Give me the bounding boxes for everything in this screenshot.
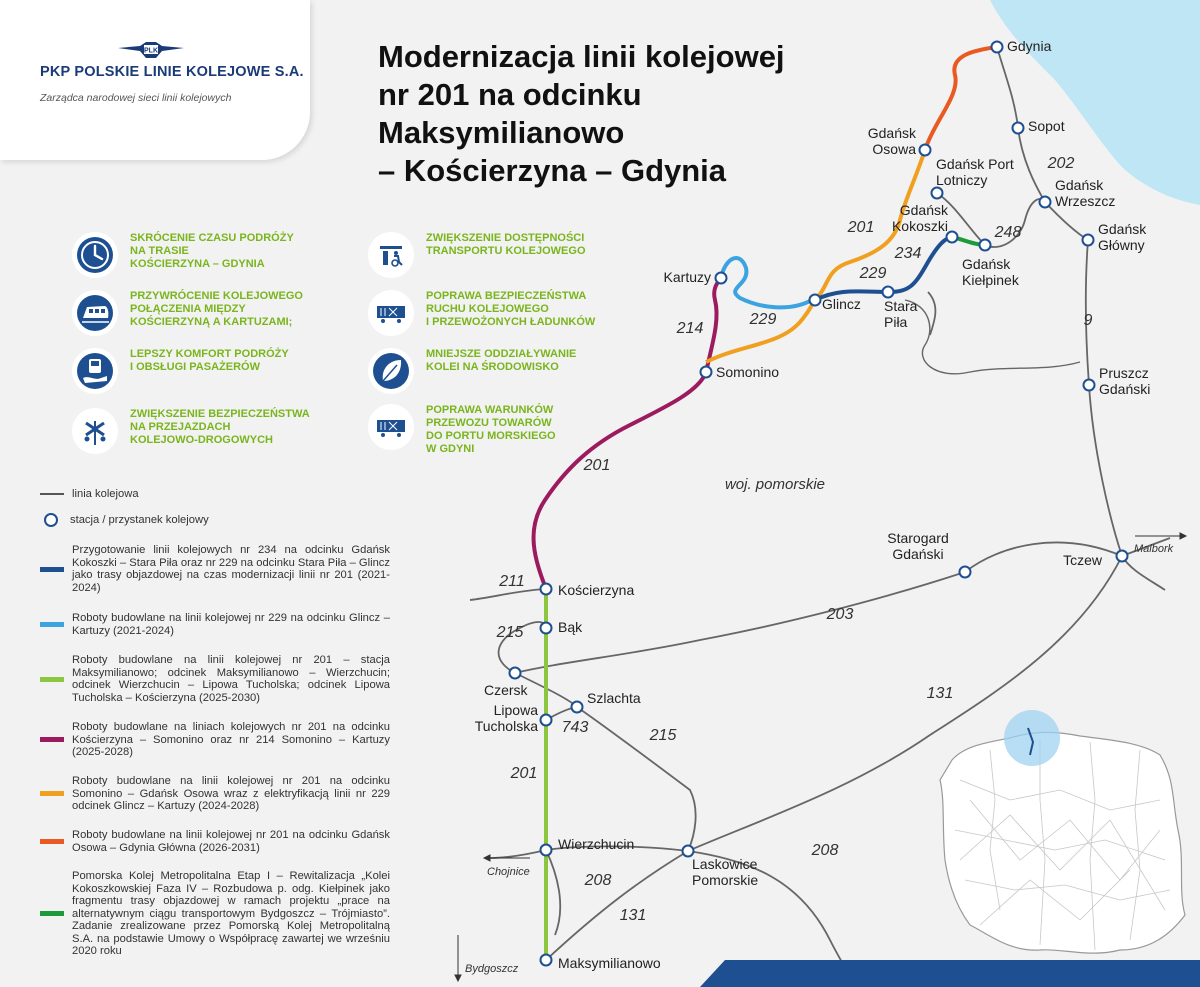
station-label: Gdynia <box>1007 38 1052 54</box>
region-label: woj. pomorskie <box>724 476 826 493</box>
legend-item <box>40 870 390 958</box>
benefit-label: PRZYWRÓCENIE KOLEJOWEGO POŁĄCZENIA MIĘDZY KOŚCIERZYNĄ A KARTUZAMI; <box>130 290 303 328</box>
line-number-label: 211 <box>499 573 525 590</box>
legend-station <box>40 513 388 527</box>
bottom-band <box>700 960 1200 987</box>
station-marker <box>883 287 894 298</box>
station-label: Gdańsk Wrzeszcz <box>1055 177 1116 209</box>
title-line: Maksymilianowo <box>378 115 625 150</box>
legend-swatch <box>40 567 64 572</box>
station-marker <box>572 702 583 713</box>
station-label: Gdańsk Kiełpinek <box>962 256 1019 288</box>
legend-swatch <box>40 839 64 844</box>
benefit-safety <box>368 290 626 336</box>
station-label: Gdańsk Osowa <box>867 125 916 157</box>
line-number-label: 215 <box>496 624 524 641</box>
station-marker <box>716 273 727 284</box>
plk-logo-icon <box>116 40 186 62</box>
direction-bydgoszcz: Bydgoszcz <box>465 963 519 975</box>
passenger-care-icon <box>72 348 118 394</box>
station-marker <box>701 367 712 378</box>
benefit-comfort <box>72 348 330 394</box>
line-number-label: 234 <box>894 245 922 262</box>
station-label: Pruszcz Gdański <box>1099 365 1151 397</box>
station-label: Laskowice Pomorskie <box>692 856 759 888</box>
logo-box <box>0 0 310 160</box>
station-label: Czersk <box>484 682 528 698</box>
station-marker <box>510 668 521 679</box>
legend-text: Roboty budowlane na linii kolejowej nr 201 – stacja Maksymilianowo; odcinek Maksymilianowo – Wierzchucin; odcinek Wierzchucin – Lipowa Tucholska; odcinek Lipowa Tucholska – Kościerzyna (2025-2030) <box>72 654 390 704</box>
station-circle-icon <box>44 513 58 527</box>
benefit-kartuzy-connection <box>72 290 330 336</box>
station-label: Somonino <box>716 364 780 380</box>
line-number-label: 131 <box>619 907 647 924</box>
station-label: Stara Piła <box>884 298 918 330</box>
station-marker <box>541 955 552 966</box>
line-number-label: 229 <box>859 265 887 282</box>
station-marker <box>541 715 552 726</box>
benefit-label: LEPSZY KOMFORT PODRÓŻY I OBSŁUGI PASAŻERÓW <box>130 348 289 373</box>
station-label: Kartuzy <box>663 269 711 285</box>
station-label: Wierzchucin <box>558 836 635 852</box>
benefit-freight-port <box>368 404 576 456</box>
benefit-environment <box>368 348 626 394</box>
benefit-label: SKRÓCENIE CZASU PODRÓŻY NA TRASIE KOŚCIERZYNA – GDYNIA <box>130 232 294 270</box>
station-marker <box>1117 551 1128 562</box>
benefit-accessibility <box>368 232 626 278</box>
level-crossing-icon <box>72 408 118 454</box>
station-label: Maksymilianowo <box>558 955 661 971</box>
legend-swatch <box>40 677 64 682</box>
line-number-label: 201 <box>510 765 538 782</box>
clock-icon <box>72 232 118 278</box>
station-label: Kościerzyna <box>558 582 635 598</box>
station-marker <box>541 623 552 634</box>
station-marker <box>683 846 694 857</box>
page-title <box>378 38 898 190</box>
legend-item <box>40 544 390 594</box>
station-label: Gdańsk Port Lotniczy <box>936 156 1014 188</box>
station-marker <box>541 584 552 595</box>
station-label: Szlachta <box>587 690 641 706</box>
legend-railway-line <box>40 488 390 501</box>
station-marker <box>1083 235 1094 246</box>
line-number-label: 9 <box>1083 312 1093 329</box>
benefit-label: POPRAWA BEZPIECZEŃSTWA RUCHU KOLEJOWEGO I PRZEWOŻONYCH ŁADUNKÓW <box>426 290 596 328</box>
station-label: Bąk <box>558 619 583 635</box>
legend-line-swatch <box>40 493 64 495</box>
station-marker <box>920 145 931 156</box>
line-number-label: 214 <box>676 320 704 337</box>
line-number-label: 743 <box>561 719 589 736</box>
station-label: Sopot <box>1028 118 1065 134</box>
legend-text: Roboty budowlane na linii kolejowej nr 201 na odcinku Somonino – Gdańsk Osowa wraz z elektryfikacją linii nr 229 odcinek Glincz – Kartuzy (2024-2028) <box>72 775 390 812</box>
line-number-label: 201 <box>583 457 611 474</box>
direction-chojnice: Chojnice <box>487 866 530 878</box>
company-tagline: Zarządca narodowej sieci linii kolejowych <box>40 92 232 104</box>
line-number-label: 229 <box>749 311 777 328</box>
legend-text: Roboty budowlane na linii kolejowej nr 201 na odcinku Gdańsk Osowa – Gdynia Główna (2026-2031) <box>72 829 390 854</box>
line-229-kartuzy-glincz <box>721 258 812 307</box>
benefit-label: ZWIĘKSZENIE BEZPIECZEŃSTWA NA PRZEJAZDACH KOLEJOWO-DROGOWYCH <box>130 408 310 446</box>
station-marker <box>810 295 821 306</box>
legend-swatch <box>40 622 64 627</box>
station-label: Lipowa Tucholska <box>474 702 538 734</box>
legend-item <box>40 654 390 704</box>
line-number-label: 203 <box>826 606 854 623</box>
logo-mark-text: PLK <box>144 47 158 55</box>
station-label: Gdańsk Kokoszki <box>891 202 948 234</box>
sea-area <box>990 0 1200 205</box>
station-label: Tczew <box>1063 552 1102 568</box>
legend-swatch <box>40 737 64 742</box>
line-number-label: 208 <box>584 872 612 889</box>
leaf-icon <box>368 348 414 394</box>
benefit-label: ZWIĘKSZENIE DOSTĘPNOŚCI TRANSPORTU KOLEJOWEGO <box>426 232 586 257</box>
station-marker <box>541 845 552 856</box>
station-marker <box>947 232 958 243</box>
legend-swatch <box>40 911 64 916</box>
station-marker <box>992 42 1003 53</box>
station-label: Glincz <box>822 296 861 312</box>
poland-inset <box>940 710 1185 953</box>
legend-text: Przygotowanie linii kolejowych nr 234 na odcinku Gdańsk Kokoszki – Stara Piła oraz nr 229 na odcinku Stara Piła – Glincz jako trasy objazdowej na czas modernizacji linii nr 201 (2021-2024) <box>72 544 390 594</box>
voivodeship-border <box>905 300 1080 374</box>
station-marker <box>932 188 943 199</box>
line-number-label: 215 <box>649 727 677 744</box>
company-name: PKP POLSKIE LINIE KOLEJOWE S.A. <box>40 64 304 80</box>
benefit-travel-time <box>72 232 330 278</box>
title-line: nr 201 na odcinku <box>378 77 642 112</box>
station-label: Starogard Gdański <box>887 530 949 562</box>
legend-text: Roboty budowlane na linii kolejowej nr 229 na odcinku Glincz – Kartuzy (2021-2024) <box>72 612 390 637</box>
legend-item <box>40 721 390 759</box>
line-number-label: 208 <box>811 842 839 859</box>
legend-text: Roboty budowlane na liniach kolejowych nr 201 na odcinku Kościerzyna – Somonino oraz nr 214 Somonino – Kartuzy (2025-2028) <box>72 721 390 758</box>
legend-item <box>40 612 390 637</box>
line-number-label: 201 <box>847 219 875 236</box>
line-number-label: 202 <box>1047 155 1075 172</box>
legend-swatch <box>40 791 64 796</box>
freight-wagon-icon <box>368 290 414 336</box>
legend-item <box>40 775 390 813</box>
line-201-osowa-gdynia <box>925 47 997 150</box>
station-marker <box>1040 197 1051 208</box>
benefit-label: MNIEJSZE ODDZIAŁYWANIE KOLEI NA ŚRODOWISKO <box>426 348 577 373</box>
legend-text: stacja / przystanek kolejowy <box>70 513 209 526</box>
title-line: – Kościerzyna – Gdynia <box>378 153 727 188</box>
benefit-label: POPRAWA WARUNKÓW PRZEWOZU TOWARÓW DO PORTU MORSKIEGO W GDYNI <box>426 404 556 455</box>
line-orange-somonino-glincz <box>706 300 815 362</box>
direction-malbork: Malbork <box>1134 543 1174 555</box>
line-number-label: 248 <box>994 224 1022 241</box>
station-marker <box>960 567 971 578</box>
legend-text: Pomorska Kolej Metropolitalna Etap I – Rewitalizacja „Kolei Kokoszkowskiej Faza IV – Rozbudowa p. odg. Kiełpinek jako fragmentu trasy objazdowej w ramach projektu „prace na alternatywnym ciągu transportowym Bydgoszcz – Trójmiasto”. Zadanie zrealizowane przez Pomorską Kolej Metropolitalną S.A. na podstawie Umowy o Współpracę zawartej we wrześniu 2020 roku <box>72 870 390 957</box>
station-marker <box>1084 380 1095 391</box>
station-marker <box>980 240 991 251</box>
freight-wagon-icon <box>368 404 414 450</box>
benefit-crossings <box>72 408 330 454</box>
accessibility-icon <box>368 232 414 278</box>
station-label: Gdańsk Główny <box>1098 221 1147 253</box>
train-icon <box>72 290 118 336</box>
station-marker <box>1013 123 1024 134</box>
legend-text: linia kolejowa <box>72 488 139 500</box>
title-line: Modernizacja linii kolejowej <box>378 39 785 74</box>
line-number-label: 131 <box>926 685 954 702</box>
legend-item <box>40 829 390 854</box>
